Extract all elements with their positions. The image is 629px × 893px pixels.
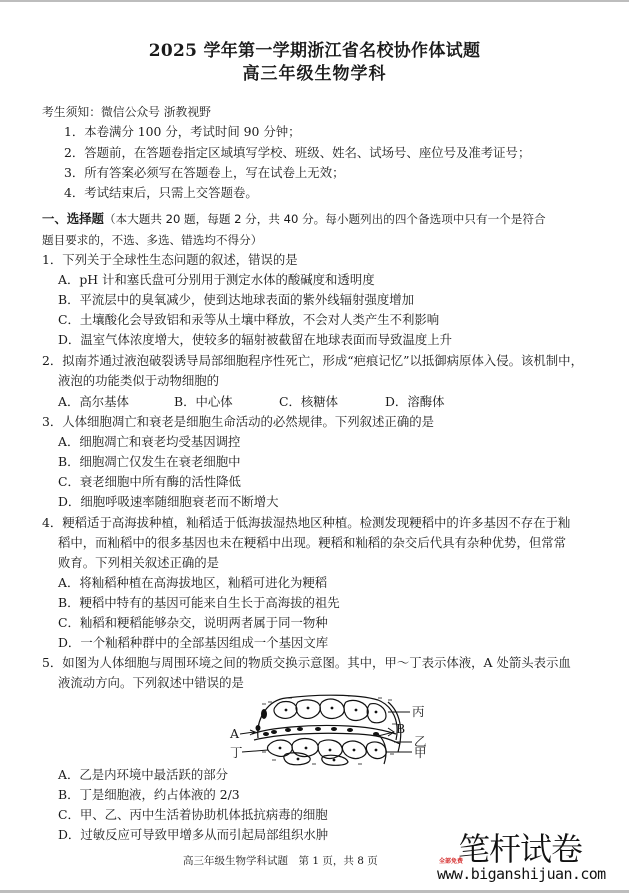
question-1-option-b: B．平流层中的臭氧减少，使到达地球表面的紫外线辐射强度增加 — [58, 292, 415, 307]
body-fluid-exchange-diagram — [228, 694, 428, 794]
question-5-stem-cont: 液流动方向。下列叙述中错误的是 — [58, 675, 244, 690]
question-3-option-b: B．细胞凋亡仅发生在衰老细胞中 — [58, 454, 241, 469]
page-footer: 高三年级生物学科试题 第 1 页，共 8 页 — [183, 855, 378, 867]
watermark-brand: 笔杆试卷 — [458, 830, 583, 868]
question-3-option-d: D．细胞呼吸速率随细胞衰老而不断增大 — [58, 494, 279, 509]
exam-subtitle: 高三年级生物学科 — [242, 64, 387, 84]
notice-heading: 考生须知：微信公众号 浙教视野 — [42, 105, 211, 119]
section-description: （本大题共 20 题，每题 2 分，共 40 分。每小题列出的四个备选项中只有一个是符合 — [103, 212, 546, 226]
section-description-cont: 题目要求的，不选、多选、错选均不得分） — [42, 233, 263, 247]
question-2-option-d: D．溶酶体 — [385, 394, 445, 409]
question-4-option-c: C．籼稻和粳稻能够杂交，说明两者属于同一物种 — [58, 615, 328, 630]
question-3-stem: 3．人体细胞凋亡和衰老是细胞生命活动的必然规律。下列叙述正确的是 — [42, 414, 434, 429]
question-5-option-b: B．丁是细胞液，约占体液的 2/3 — [58, 787, 240, 802]
question-1-option-d: D．温室气体浓度增大，使较多的辐射被截留在地球表面而导致温度上升 — [58, 332, 453, 347]
notice-item: 1．本卷满分 100 分，考试时间 90 分钟； — [64, 124, 301, 139]
question-3-option-c: C．衰老细胞中所有酶的活性降低 — [58, 474, 241, 489]
question-2-stem: 2．拟南芥通过液泡破裂诱导局部细胞程序性死亡，形成“疤痕记忆”以抵御病原体入侵。该机制中， — [42, 353, 583, 368]
question-3-option-a: A．细胞凋亡和衰老均受基因调控 — [58, 434, 241, 449]
notice-item: 2．答题前，在答题卷指定区域填写学校、班级、姓名、试场号、座位号及准考证号； — [64, 145, 531, 160]
question-4-stem: 4．粳稻适于高海拔种植，籼稻适于低海拔湿热地区种植。检测发现粳稻中的许多基因不存在于籼 — [42, 515, 571, 530]
question-4-stem-cont: 败育。下列相关叙述正确的是 — [58, 555, 220, 570]
question-2-option-b: B．中心体 — [174, 394, 233, 409]
label-b: B — [396, 721, 406, 736]
label-yi: 乙 — [414, 734, 427, 749]
question-2-options — [0, 394, 629, 410]
question-4-option-d: D．一个籼稻种群中的全部基因组成一个基因文库 — [58, 635, 329, 650]
question-1-option-c: C．土壤酸化会导致铝和汞等从土壤中释放，不会对人类产生不利影响 — [58, 312, 440, 327]
question-1-option-a: A．pH 计和塞氏盘可分别用于测定水体的酸碱度和透明度 — [58, 272, 375, 287]
label-bing: 丙 — [412, 704, 425, 719]
question-5-stem: 5．如图为人体细胞与周围环境之间的物质交换示意图。其中，甲～丁表示体液，A 处箭头表示血 — [42, 655, 571, 670]
section-title: 一、选择题 — [42, 211, 104, 226]
label-a: A — [230, 726, 240, 741]
question-4-option-a: A．将籼稻种植在高海拔地区，籼稻可进化为粳稻 — [58, 575, 328, 590]
question-4-stem-cont: 稻中，而籼稻中的很多基因也未在粳稻中出现。粳稻和籼稻的杂交后代具有杂种优势，但常常 — [58, 535, 567, 550]
notice-item: 3．所有答案必须写在答题卷上，写在试卷上无效； — [64, 165, 345, 180]
watermark-tag: 全部免费 — [439, 858, 464, 865]
question-5-option-d: D．过敏反应可导致甲增多从而引起局部组织水肿 — [58, 827, 329, 842]
question-2-stem-cont: 液泡的功能类似于动物细胞的 — [58, 373, 220, 388]
question-5-option-c: C．甲、乙、丙中生活着协助机体抵抗病毒的细胞 — [58, 807, 328, 822]
notice-item: 4．考试结束后，只需上交答题卷。 — [64, 185, 258, 200]
page-top-border — [0, 0, 629, 2]
label-ding: 丁 — [230, 745, 243, 760]
watermark-url: www.biganshijuan.com — [437, 865, 606, 883]
question-2-option-a: A．高尔基体 — [58, 394, 129, 409]
question-2-option-c: C．核糖体 — [279, 394, 339, 409]
question-1-stem: 1．下列关于全球性生态问题的叙述，错误的是 — [42, 252, 298, 267]
exam-title: 2025 学年第一学期浙江省名校协作体试题 — [148, 41, 481, 61]
question-4-option-b: B．粳稻中特有的基因可能来自生长于高海拔的祖先 — [58, 595, 340, 610]
question-5-option-a: A．乙是内环境中最活跃的部分 — [58, 767, 229, 782]
label-jia: 甲 — [414, 745, 427, 760]
section-header — [42, 211, 546, 227]
